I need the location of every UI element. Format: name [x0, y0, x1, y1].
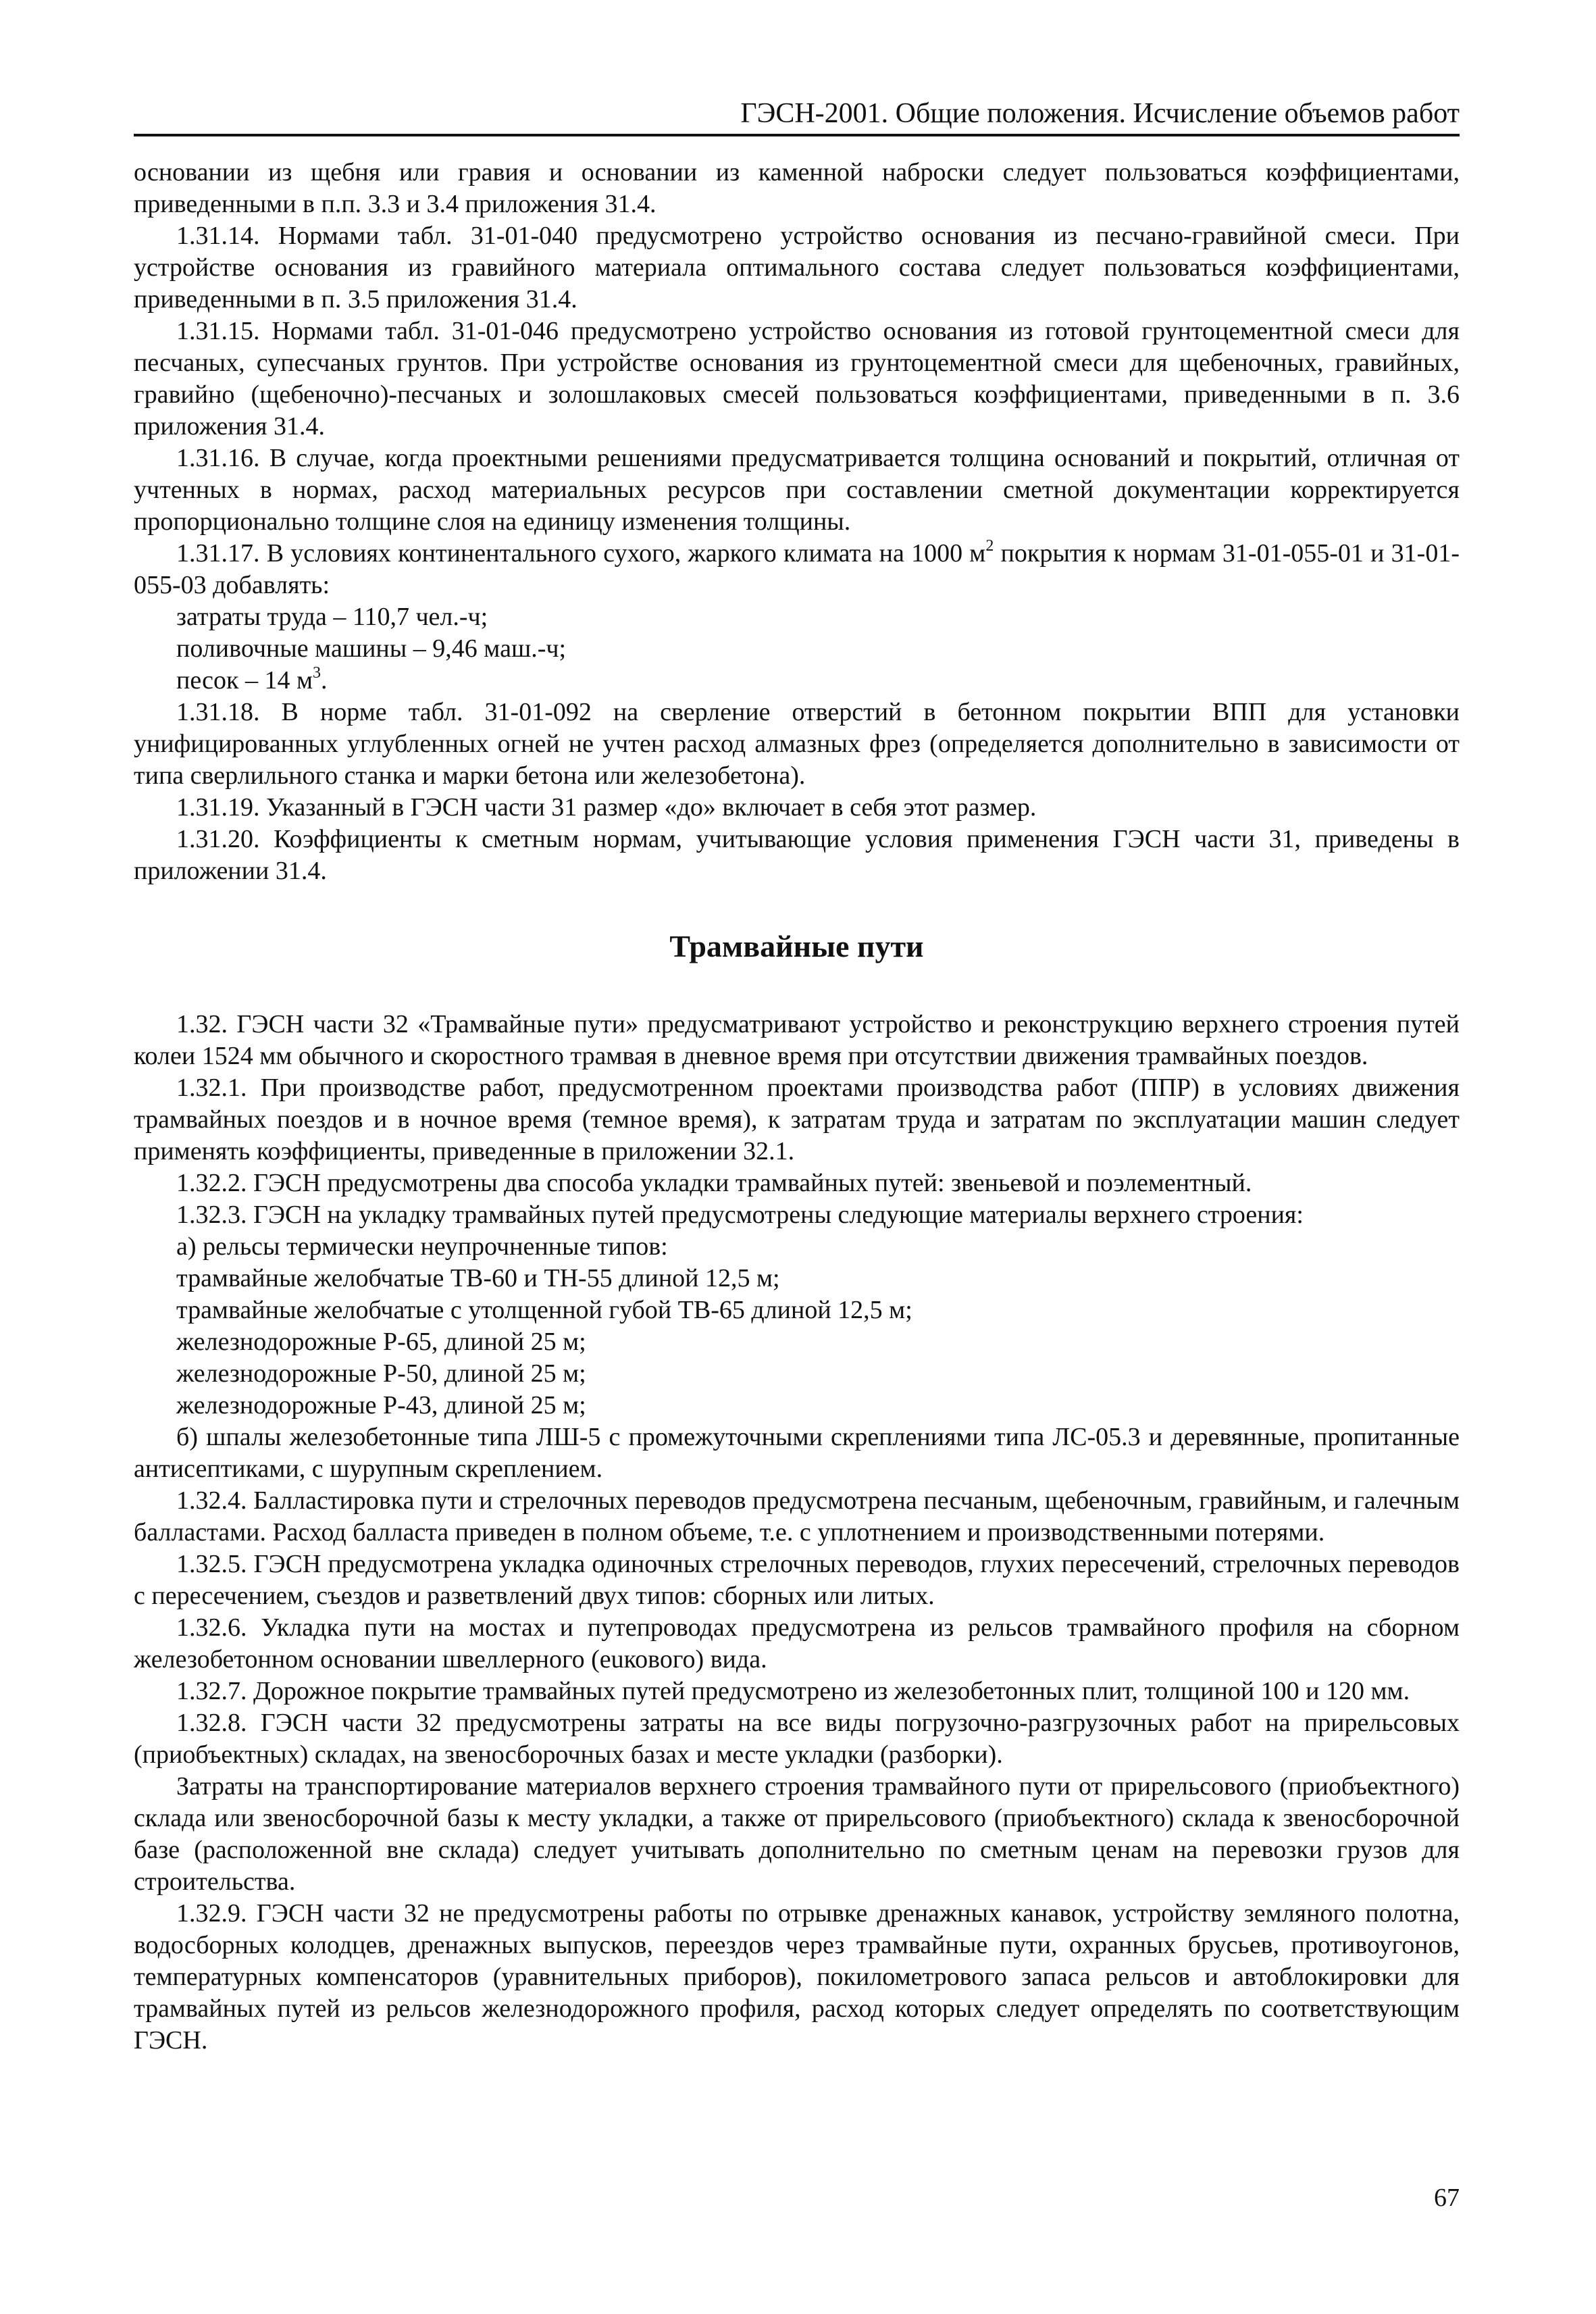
paragraph-1-31-16: 1.31.16. В случае, когда проектными решениями предусматривается толщина оснований и покрытий, отличная от учтенных в нормах, расход материальных ресурсов при составлении сметной документации корректируется пропорционально толщине слоя на единицу изменения толщины.: [134, 444, 1460, 536]
document-body: [134, 157, 1460, 2057]
list-item-sand: [134, 665, 1460, 697]
paragraph-1-32-6: 1.32.6. Укладка пути на мостах и путепроводах предусмотрена из рельсов трамвайного профиля на сборном железобетонном основании швеллерного (euкового) вида.: [134, 1613, 1460, 1674]
paragraph-1-32-7: 1.32.7. Дорожное покрытие трамвайных путей предусмотрено из железобетонных плит, толщиной 100 и 120 мм.: [176, 1677, 1410, 1705]
list-item-sand-end: .: [321, 666, 328, 695]
paragraph-1-31-17-text-end: покрытия к нормам 31-01-055-01 и 31-01-055-03 добавлять:: [134, 539, 1460, 599]
paragraph-1-32-5: 1.32.5. ГЭСН предусмотрена укладка одиночных стрелочных переводов, глухих пересечений, стрелочных переводов с пересечением, съездов и разветвлений двух типов: сборных или литых.: [134, 1550, 1460, 1610]
paragraph-1-32-2: 1.32.2. ГЭСН предусмотрены два способа укладки трамвайных путей: звеньевой и поэлементный.: [176, 1169, 1252, 1197]
paragraph-1-31-18: 1.31.18. В норме табл. 31-01-092 на сверление отверстий в бетонном покрытии ВПП для установки унифицированных углубленных огней не учтен расход алмазных фрез (определяется дополнительно в зависимости от типа сверлильного станка и марки бетона или железобетона).: [134, 698, 1460, 790]
paragraph-1-32-4: 1.32.4. Балластировка пути и стрелочных переводов предусмотрена песчаным, щебеночным, гравийным, и галечным балластами. Расход балласта приведен в полном объеме, т.е. с уплотнением и производственными потерями.: [134, 1486, 1460, 1546]
paragraph-rails-intro: а) рельсы термически неупрочненные типов:: [176, 1232, 668, 1261]
list-item-rail: трамвайные желобчатые с утолщенной губой ТВ-65 длиной 12,5 м;: [176, 1296, 912, 1324]
page-number: 67: [1434, 2184, 1460, 2212]
paragraph-1-31-14: 1.31.14. Нормами табл. 31-01-040 предусмотрено устройство основания из песчано-гравийной смеси. При устройстве основания из гравийного материала оптимального состава следует пользоваться коэффициентами, приведенными в п. 3.5 приложения 31.4.: [134, 222, 1460, 313]
list-item-rail: железнодорожные Р-43, длиной 25 м;: [176, 1391, 586, 1419]
paragraph-1-32-9: 1.32.9. ГЭСН части 32 не предусмотрены работы по отрывке дренажных канавок, устройству земляного полотна, водосборных колодцев, дренажных выпусков, переездов через трамвайные пути, охранных брусьев, противоугонов, температурных компенсаторов (уравнительных приборов), покилометрового запаса рельсов и автоблокировки для трамвайных путей из рельсов железнодорожного профиля, расход которых следует определять по соответствующим ГЭСН.: [134, 1899, 1460, 2055]
paragraph-transport-costs: Затраты на транспортирование материалов верхнего строения трамвайного пути от прирельсового (приобъектного) склада или звеносборочной базы к месту укладки, а также от прирельсового (приобъектного) склада к звеносборочной базе (расположенной вне склада) следует учитывать дополнительно по сметным ценам на перевозки грузов для строительства.: [134, 1772, 1460, 1896]
paragraph-1-32-1: 1.32.1. При производстве работ, предусмотренном проектами производства работ (ППР) в условиях движения трамвайных поездов и в ночное время (темное время), к затратам труда и затратам по эксплуатации машин следует применять коэффициенты, приведенные в приложении 32.1.: [134, 1074, 1460, 1165]
paragraph-1-31-15: 1.31.15. Нормами табл. 31-01-046 предусмотрено устройство основания из готовой грунтоцементной смеси для песчаных, супесчаных грунтов. При устройстве основания из грунтоцементной смеси для щебеночных, гравийных, гравийно (щебеночно)-песчаных и золошлаковых смесей пользоваться коэффициентами, приведенными в п. 3.6 приложения 31.4.: [134, 317, 1460, 441]
superscript-3: 3: [313, 664, 321, 682]
paragraph-1-31-20: 1.31.20. Коэффициенты к сметным нормам, учитывающие условия применения ГЭСН части 31, приведены в приложении 31.4.: [134, 825, 1460, 885]
list-item-rail: железнодорожные Р-50, длиной 25 м;: [176, 1359, 586, 1388]
paragraph-continued: основании из щебня или гравия и основании из каменной наброски следует пользоваться коэффициентами, приведенными в п.п. 3.3 и 3.4 приложения 31.4.: [134, 158, 1460, 218]
paragraph-sleepers: б) шпалы железобетонные типа ЛШ-5 с промежуточными скреплениями типа ЛС-05.3 и деревянные, пропитанные антисептиками, с шурупным скреплением.: [134, 1423, 1460, 1483]
list-item-rail: железнодорожные Р-65, длиной 25 м;: [176, 1328, 586, 1356]
section-heading: Трамвайные пути: [669, 929, 924, 963]
paragraph-1-31-17-text: 1.31.17. В условиях континентального сухого, жаркого климата на 1000 м: [176, 539, 986, 568]
paragraph-1-32-8: 1.32.8. ГЭСН части 32 предусмотрены затраты на все виды погрузочно-разгрузочных работ на прирельсовых (приобъектных) складах, на звеносборочных базах и месте укладки (разборки).: [134, 1709, 1460, 1769]
paragraph-1-32: 1.32. ГЭСН части 32 «Трамвайные пути» предусматривают устройство и реконструкцию верхнего строения путей колеи 1524 мм обычного и скоростного трамвая в дневное время при отсутствии движения трамвайных поездов.: [134, 1010, 1460, 1070]
paragraph-1-31-19: 1.31.19. Указанный в ГЭСН части 31 размер «до» включает в себя этот размер.: [176, 793, 1037, 822]
list-item-machines: поливочные машины – 9,46 маш.-ч;: [176, 634, 567, 663]
list-item-labor: затраты труда – 110,7 чел.-ч;: [176, 603, 488, 631]
list-item-sand-text: песок – 14 м: [176, 666, 313, 695]
paragraph-1-31-17: [134, 538, 1460, 601]
list-item-rail: трамвайные желобчатые ТВ-60 и ТН-55 длиной 12,5 м;: [176, 1264, 780, 1292]
superscript-2: 2: [985, 537, 994, 555]
running-header: ГЭСН-2001. Общие положения. Исчисление объемов работ: [134, 95, 1460, 136]
paragraph-1-32-3: 1.32.3. ГЭСН на укладку трамвайных путей предусмотрены следующие материалы верхнего строения:: [176, 1201, 1304, 1229]
